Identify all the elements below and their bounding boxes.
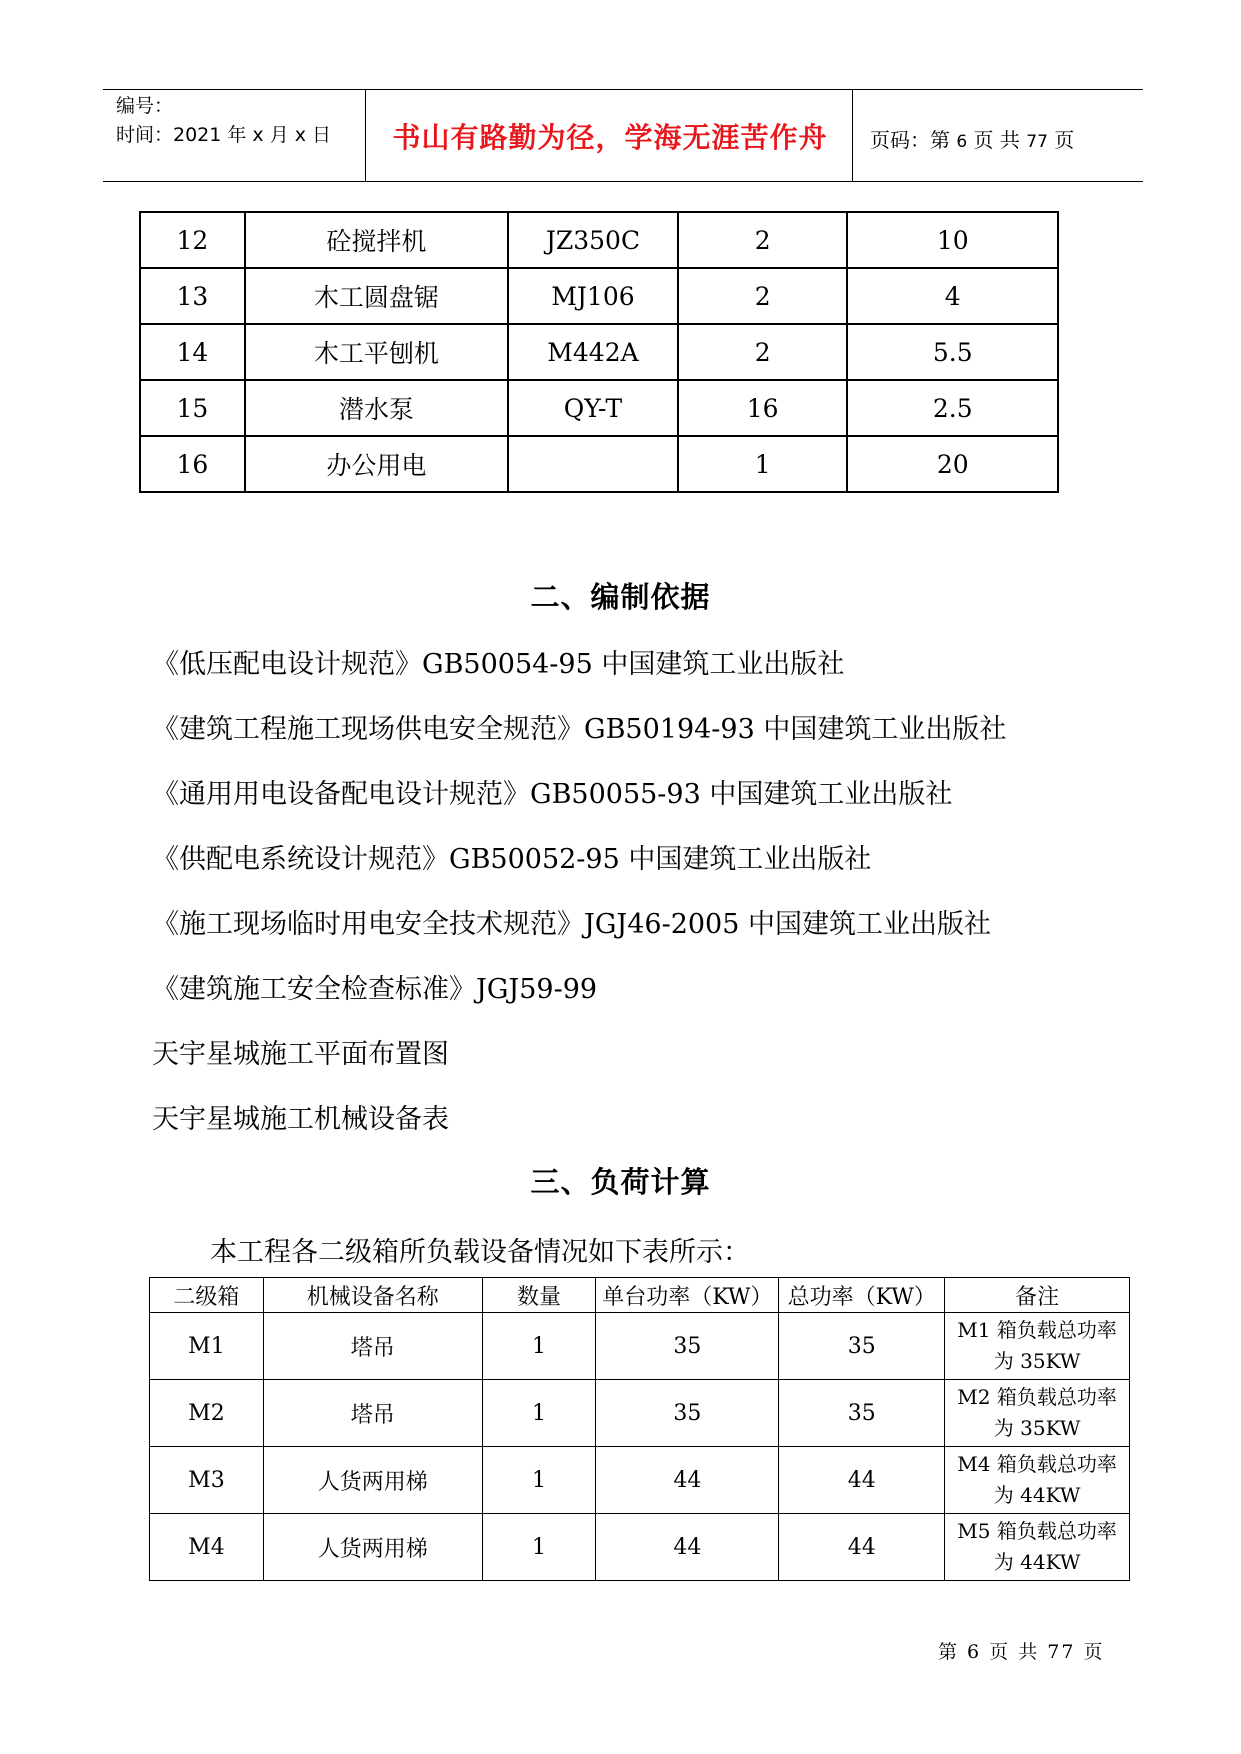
table-row bbox=[140, 324, 1058, 380]
reference-item: 天宇星城施工平面布置图 bbox=[152, 1039, 449, 1070]
table-row bbox=[150, 1380, 1130, 1447]
table-cell: M4 bbox=[150, 1514, 264, 1581]
column-header: 数量 bbox=[482, 1278, 596, 1313]
header-top-rule bbox=[103, 89, 1143, 90]
time-label: 时间：2021 年 x 月 x 日 bbox=[116, 124, 332, 146]
reference-item: 《建筑施工安全检查标准》JGJ59-99 bbox=[152, 974, 598, 1005]
reference-item: 《供配电系统设计规范》GB50052-95 中国建筑工业出版社 bbox=[152, 844, 872, 875]
page-suffix: 页 bbox=[1054, 128, 1075, 152]
section-heading-basis: 二、编制依据 bbox=[530, 580, 711, 614]
load-table bbox=[149, 1277, 1130, 1581]
table-cell: 塔吊 bbox=[263, 1313, 482, 1380]
table-cell: 1 bbox=[678, 436, 848, 492]
table-cell: 潜水泵 bbox=[245, 380, 508, 436]
equipment-table bbox=[139, 211, 1059, 493]
table-cell: 塔吊 bbox=[263, 1380, 482, 1447]
note-line: 为 35KW bbox=[993, 1416, 1081, 1440]
table-cell: MJ106 bbox=[508, 268, 678, 324]
page-total: 77 bbox=[1026, 132, 1048, 152]
table-row bbox=[150, 1313, 1130, 1380]
table-cell: 35 bbox=[779, 1313, 945, 1380]
table-cell: QY-T bbox=[508, 380, 678, 436]
table-cell: M442A bbox=[508, 324, 678, 380]
reference-item: 《建筑工程施工现场供电安全规范》GB50194-93 中国建筑工业出版社 bbox=[152, 714, 1007, 745]
table-cell: 1 bbox=[482, 1380, 596, 1447]
table-cell: 10 bbox=[847, 212, 1058, 268]
header-bottom-rule bbox=[103, 181, 1143, 182]
table-cell: M2 bbox=[150, 1380, 264, 1447]
table-cell: M3 bbox=[150, 1447, 264, 1514]
table-header-row bbox=[150, 1278, 1130, 1313]
reference-item: 《低压配电设计规范》GB50054-95 中国建筑工业出版社 bbox=[152, 649, 845, 680]
header-divider-right bbox=[852, 90, 853, 182]
note-line: M2 箱负载总功率 bbox=[957, 1385, 1117, 1409]
table-cell: JZ350C bbox=[508, 212, 678, 268]
table-cell: 35 bbox=[596, 1380, 779, 1447]
note-cell bbox=[945, 1380, 1130, 1447]
table-row bbox=[140, 436, 1058, 492]
table-cell: 2.5 bbox=[847, 380, 1058, 436]
note-line: 为 35KW bbox=[993, 1349, 1081, 1373]
table-cell bbox=[508, 436, 678, 492]
table-cell: 4 bbox=[847, 268, 1058, 324]
table-row bbox=[150, 1447, 1130, 1514]
table-row bbox=[150, 1514, 1130, 1581]
note-line: 为 44KW bbox=[993, 1550, 1081, 1574]
header-page-info bbox=[870, 124, 1074, 153]
table-row bbox=[140, 212, 1058, 268]
note-line: M5 箱负载总功率 bbox=[957, 1519, 1117, 1543]
table-cell: 16 bbox=[140, 436, 245, 492]
load-intro-paragraph: 本工程各二级箱所负载设备情况如下表所示： bbox=[210, 1237, 750, 1268]
table-cell: 木工圆盘锯 bbox=[245, 268, 508, 324]
table-cell: 办公用电 bbox=[245, 436, 508, 492]
column-header: 总功率（KW） bbox=[779, 1278, 945, 1313]
note-line: 为 44KW bbox=[993, 1483, 1081, 1507]
page-number: 6 bbox=[956, 132, 968, 152]
table-cell: 2 bbox=[678, 324, 848, 380]
table-cell: 1 bbox=[482, 1313, 596, 1380]
note-cell bbox=[945, 1447, 1130, 1514]
header-meta bbox=[116, 92, 331, 150]
table-cell: 44 bbox=[596, 1514, 779, 1581]
table-cell: 20 bbox=[847, 436, 1058, 492]
table-cell: 2 bbox=[678, 212, 848, 268]
serial-label: 编号： bbox=[116, 95, 174, 117]
reference-item: 《通用用电设备配电设计规范》GB50055-93 中国建筑工业出版社 bbox=[152, 779, 953, 810]
table-cell: 16 bbox=[678, 380, 848, 436]
table-cell: 14 bbox=[140, 324, 245, 380]
table-cell: 44 bbox=[596, 1447, 779, 1514]
table-cell: 44 bbox=[779, 1514, 945, 1581]
reference-item: 《施工现场临时用电安全技术规范》JGJ46-2005 中国建筑工业出版社 bbox=[152, 909, 991, 940]
table-cell: 砼搅拌机 bbox=[245, 212, 508, 268]
table-cell: 人货两用梯 bbox=[263, 1514, 482, 1581]
table-cell: 13 bbox=[140, 268, 245, 324]
table-cell: 2 bbox=[678, 268, 848, 324]
table-cell: 5.5 bbox=[847, 324, 1058, 380]
note-cell bbox=[945, 1514, 1130, 1581]
table-row bbox=[140, 268, 1058, 324]
table-cell: 木工平刨机 bbox=[245, 324, 508, 380]
table-cell: 44 bbox=[779, 1447, 945, 1514]
table-cell: 人货两用梯 bbox=[263, 1447, 482, 1514]
page-prefix: 页码：第 bbox=[870, 128, 950, 152]
table-cell: 1 bbox=[482, 1447, 596, 1514]
note-line: M1 箱负载总功率 bbox=[957, 1318, 1117, 1342]
table-cell: 35 bbox=[779, 1380, 945, 1447]
column-header: 备注 bbox=[945, 1278, 1130, 1313]
table-cell: 35 bbox=[596, 1313, 779, 1380]
column-header: 机械设备名称 bbox=[263, 1278, 482, 1313]
table-cell: M1 bbox=[150, 1313, 264, 1380]
table-row bbox=[140, 380, 1058, 436]
column-header: 单台功率（KW） bbox=[596, 1278, 779, 1313]
table-cell: 1 bbox=[482, 1514, 596, 1581]
page-footer: 第 6 页 共 77 页 bbox=[938, 1641, 1105, 1663]
reference-item: 天宇星城施工机械设备表 bbox=[152, 1104, 449, 1135]
table-cell: 12 bbox=[140, 212, 245, 268]
header-motto: 书山有路勤为径，学海无涯苦作舟 bbox=[392, 121, 828, 154]
column-header: 二级箱 bbox=[150, 1278, 264, 1313]
table-cell: 15 bbox=[140, 380, 245, 436]
note-cell bbox=[945, 1313, 1130, 1380]
section-heading-load: 三、负荷计算 bbox=[530, 1165, 711, 1199]
page-mid: 页 共 bbox=[973, 128, 1020, 152]
note-line: M4 箱负载总功率 bbox=[957, 1452, 1117, 1476]
header-divider-left bbox=[365, 90, 366, 182]
